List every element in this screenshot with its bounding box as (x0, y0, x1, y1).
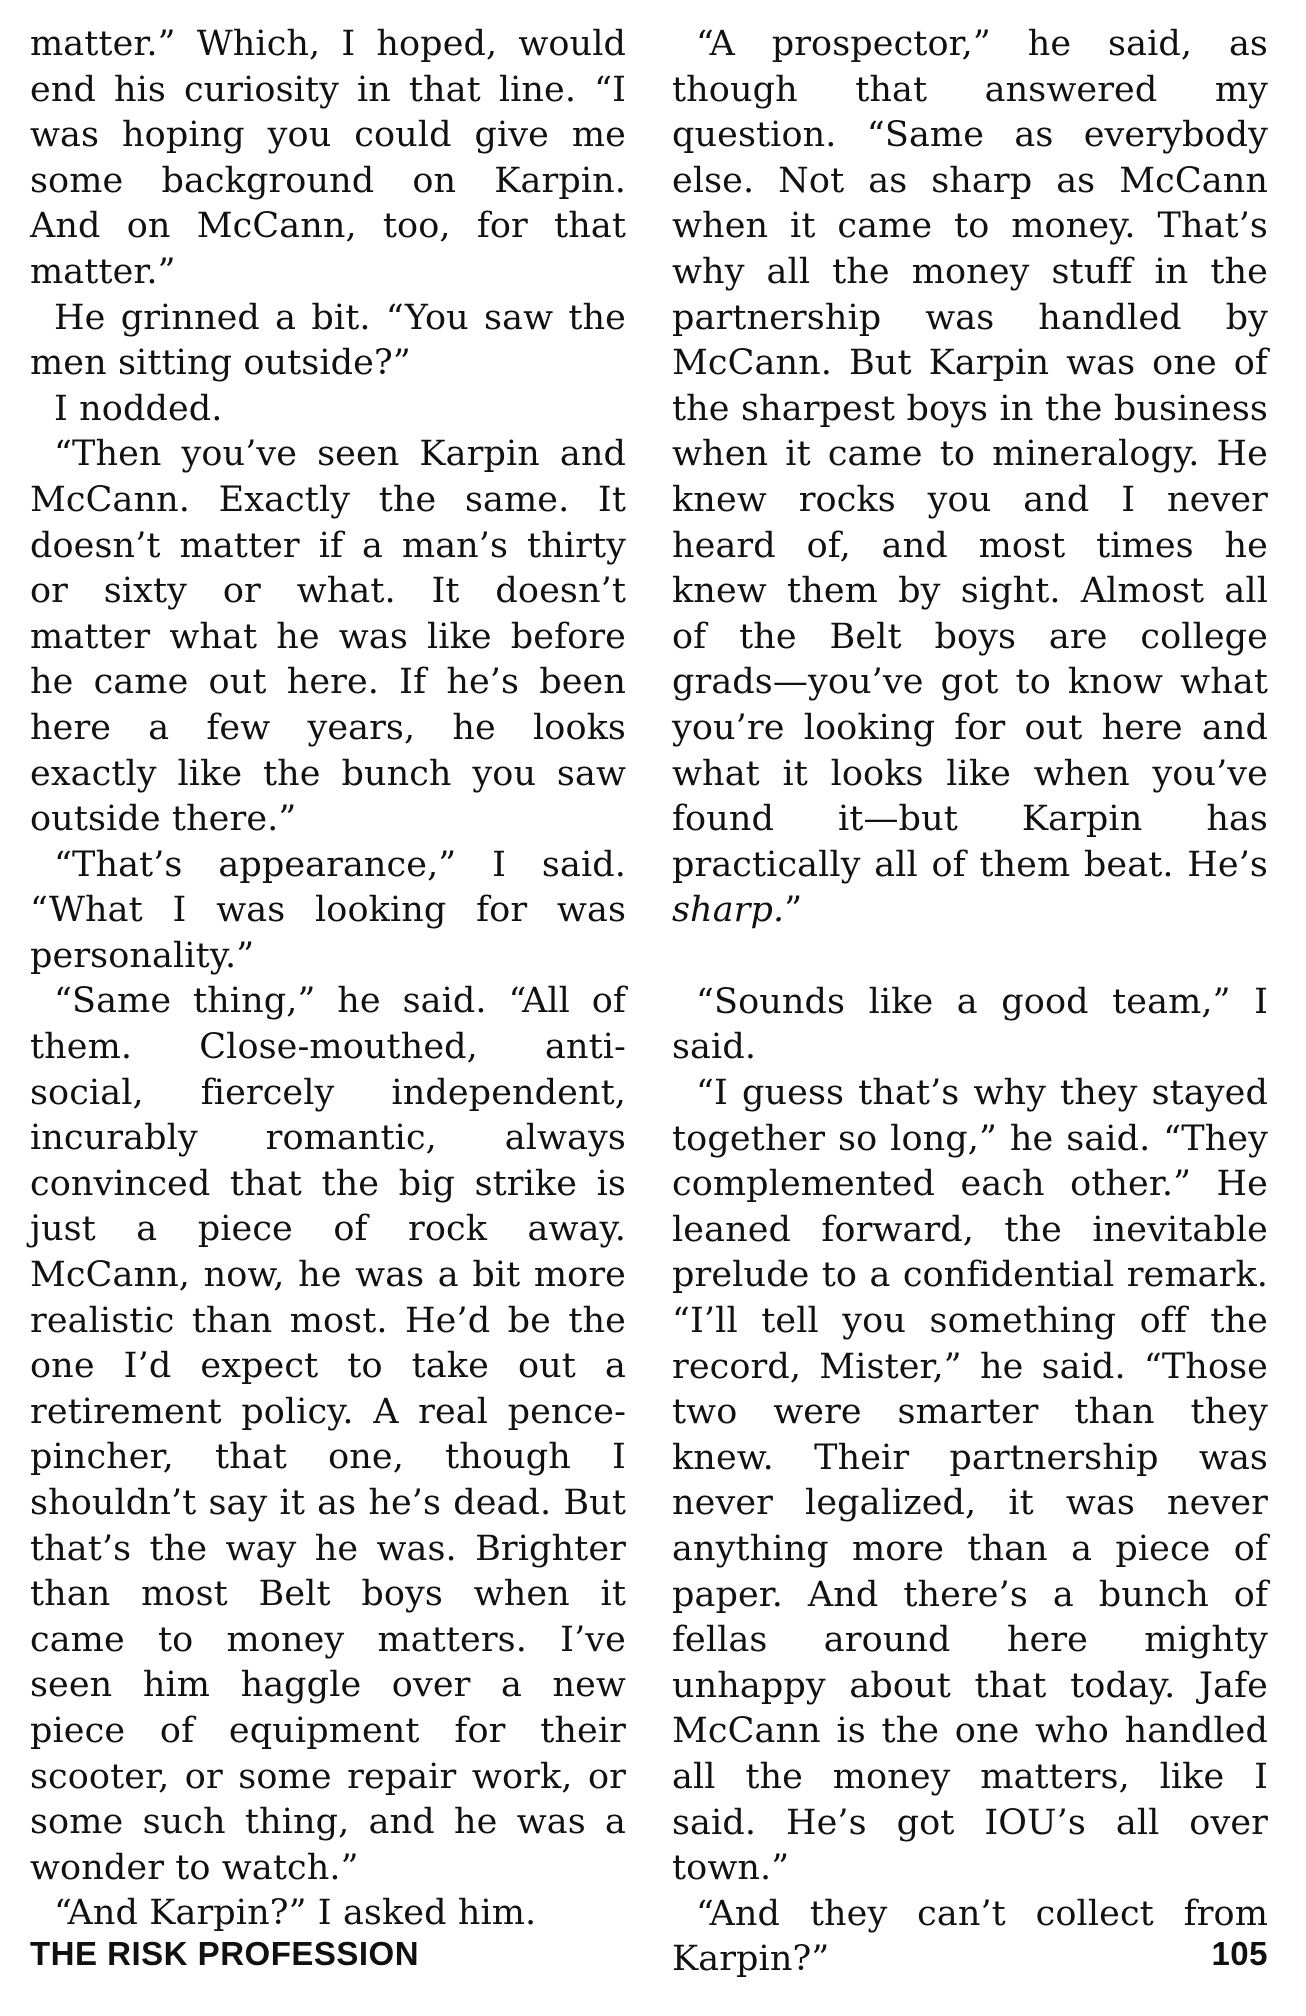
paragraph: “Same thing,” he said. “All of them. Close-mouthed, anti-social, fiercely independent, incurably romantic, always convinced that the big strike is just a piece of rock away. McCann, now, he was a bit more realistic than most. He’d be the one I’d expect to take out a retirement policy. A real pence-pincher, that one, though I shouldn’t say it as he’s dead. But that’s the way he was. Brighter than most Belt boys when it came to money matters. I’ve seen him haggle over a new piece of equipment for their scooter, or some repair work, or some such thing, and he was a wonder to watch.” (30, 981, 626, 1888)
right-column (672, 22, 1268, 1983)
paragraph (672, 22, 1268, 934)
emphasis-text: sharp. (672, 890, 785, 931)
paragraph: I nodded. (54, 388, 223, 429)
running-title: THE RISK PROFESSION (30, 1935, 420, 1972)
paragraph: He grinned a bit. “You saw the men sitting outside?” (30, 297, 626, 384)
paragraph: matter.” Which, I hoped, would end his curiosity in that line. “I was hoping you could give me some background on Karpin. And on McCann, too, for that matter.” (30, 24, 626, 292)
paragraph: “Sounds like a good team,” I said. (672, 981, 1268, 1068)
paragraph: “And Karpin?” I asked him. (54, 1893, 537, 1934)
paragraph: “I guess that’s why they stayed together so long,” he said. “They complemented each other.” He leaned forward, the inevitable prelude to a confidential remark. “I’ll tell you something off the record, Mister,” he said. “Those two were smarter than they knew. Their partnership was never legalized, it was never anything more than a piece of paper. And there’s a bunch of fellas around here mighty unhappy about that today. Jafe McCann is the one who handled all the money matters, like I said. He’s got IOU’s all over town.” (672, 1073, 1268, 1889)
paragraph: “Then you’ve seen Karpin and McCann. Exactly the same. It doesn’t matter if a man’s thirty or sixty or what. It doesn’t matter what he was like before he came out here. If he’s been here a few years, he looks exactly like the bunch you saw outside there.” (30, 434, 626, 840)
paragraph: “That’s appearance,” I said. “What I was looking for was personality.” (30, 844, 626, 976)
page-number: 105 (1211, 1935, 1268, 1972)
left-column (30, 22, 626, 1937)
paragraph-text: ” (784, 890, 803, 931)
page-footer (30, 1935, 1268, 1975)
paragraph-text: “A prospector,” he said, as though that answered my question. “Same as everybody else. Not as sharp as McCann when it came to money. That’s why all the money stuff in the partnership was handled by McCann. But Karpin was one of the sharpest boys in the business when it came to mineralogy. He knew rocks you and I never heard of, and most times he knew them by sight. Almost all of the Belt boys are college grads—you’ve got to know what you’re looking for out here and what it looks like when you’ve found it—but Karpin has practically all of them beat. He’s (672, 24, 1268, 885)
paragraph: “And they can’t collect from Karpin?” (672, 1893, 1268, 1980)
